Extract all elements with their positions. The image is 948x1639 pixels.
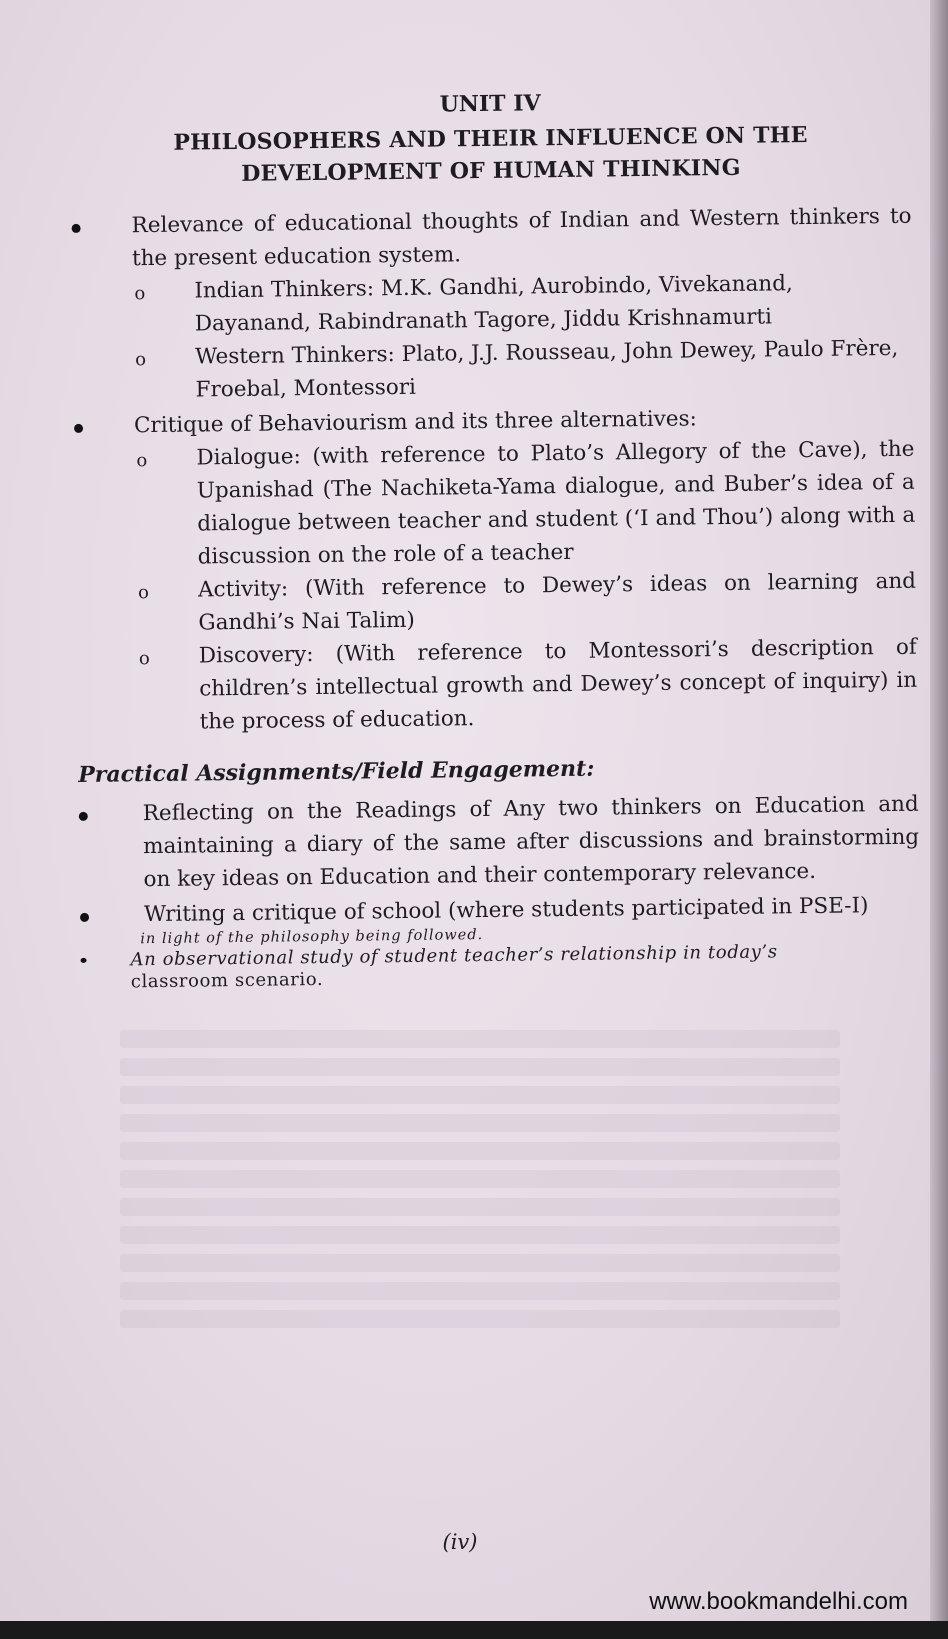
practical-text: Reflecting on the Readings of Any two thinkers on Education and maintaining a diary of the same after discussions and brainstorming on key ideas on Education and their contemporary relevance. — [142, 791, 920, 893]
page-content — [70, 86, 921, 994]
circle-bullet-icon: o — [138, 648, 150, 670]
practical-continuation: in light of the philosophy being followed. — [140, 927, 484, 948]
page-edge-bottom — [0, 1621, 948, 1639]
topic-list — [71, 200, 917, 740]
subtopic-item — [132, 266, 913, 342]
topic-text: Critique of Behaviourism and its three alternatives: — [133, 406, 697, 439]
subtopic-list — [72, 266, 914, 408]
subtopic-list — [134, 433, 918, 740]
topic-item — [71, 200, 913, 408]
subtopic-item — [136, 565, 917, 641]
bullet-icon — [74, 424, 83, 433]
subtopic-text: Discovery: (With reference to Montessori’s description of children’s intellectual growth and Dewey’s concept of inquiry) in the process of education. — [198, 634, 918, 735]
circle-bullet-icon: o — [134, 283, 146, 305]
practical-item — [79, 788, 920, 897]
practical-heading: Practical Assignments/Field Engagement: — [78, 755, 595, 788]
observational-item — [80, 940, 920, 994]
bullet-icon — [79, 812, 88, 821]
title-line-1: PHILOSOPHERS AND THEIR INFLUENCE ON THE — [173, 121, 808, 156]
page-edge-right — [930, 0, 948, 1639]
page-number: (iv) — [442, 1530, 478, 1554]
title-line-2: DEVELOPMENT OF HUMAN THINKING — [241, 154, 741, 187]
circle-bullet-icon: o — [137, 582, 150, 604]
bullet-icon — [80, 913, 89, 922]
unit-label: UNIT IV — [439, 90, 541, 118]
bullet-icon — [72, 224, 81, 233]
practical-list — [79, 788, 921, 932]
watermark: www.bookmandelhi.com — [649, 1588, 908, 1615]
subtopic-text: Western Thinkers: Plato, J.J. Rousseau, John Dewey, Paulo Frère, Froebal, Montessori — [195, 335, 899, 403]
circle-bullet-icon: o — [135, 349, 147, 371]
unit-title — [70, 118, 911, 192]
circle-bullet-icon: o — [136, 450, 148, 472]
observational-text-italic: An observational study of student teacher’s relationship in today’s — [130, 941, 778, 971]
topic-text: Relevance of educational thoughts of Indian and Western thinkers to the present education system. — [131, 203, 912, 272]
subtopic-item — [134, 433, 916, 575]
bullet-icon — [81, 958, 87, 963]
topic-item — [74, 400, 918, 740]
subtopic-text: Dialogue: (with reference to Plato’s Allegory of the Cave), the Upanishad (The Nachiketa-Yama dialogue, and Buber’s idea of a dialogue between teacher and student (‘I and Thou’) along with a discussion on the role of a teacher — [196, 436, 916, 570]
subtopic-text: Activity: (With reference to Dewey’s ideas on learning and Gandhi’s Nai Talim) — [197, 568, 917, 636]
subtopic-item — [133, 332, 914, 408]
bleed-through-text — [120, 1020, 840, 1338]
subtopic-item — [137, 631, 918, 740]
subtopic-text: Indian Thinkers: M.K. Gandhi, Aurobindo, Vivekanand, Dayanand, Rabindranath Tagore, Jiddu Krishnamurti — [194, 271, 793, 337]
observational-text-rest: classroom scenario. — [130, 968, 324, 993]
practical-text: Writing a critique of school (where students participated in PSE-I) — [143, 893, 869, 928]
